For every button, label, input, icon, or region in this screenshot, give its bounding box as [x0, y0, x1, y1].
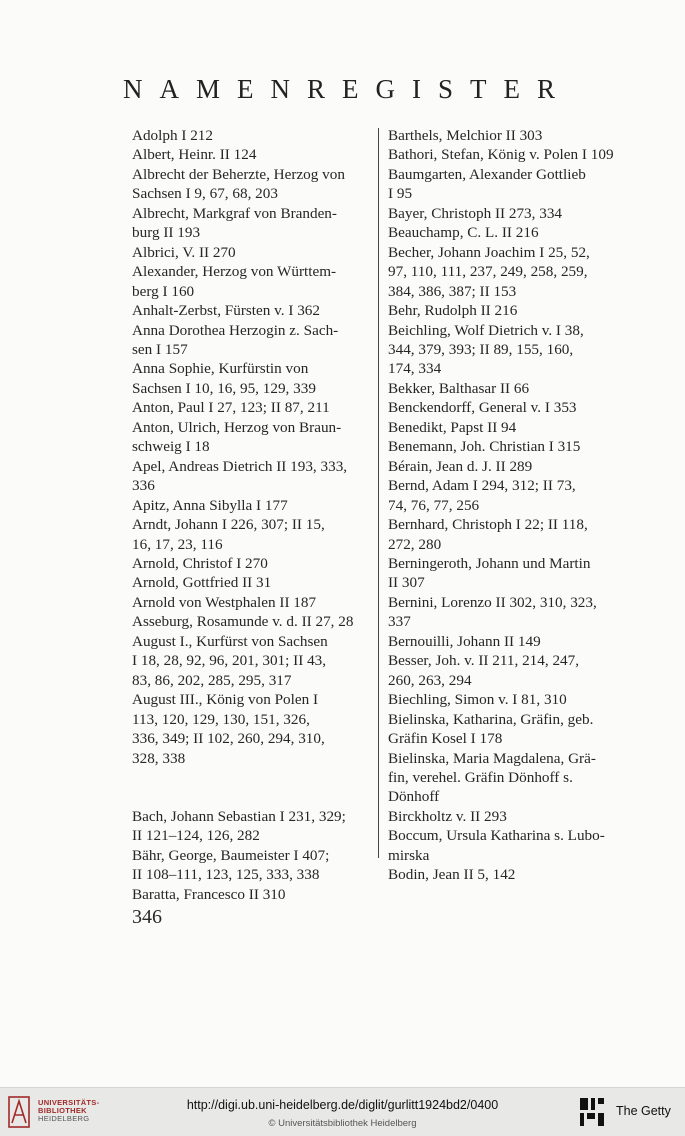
index-entry [388, 418, 626, 437]
index-column-left [132, 126, 370, 904]
index-entry-line: Alexander, Herzog von Württem- [132, 263, 337, 281]
index-entry-line: Arnold, Christof I 270 [132, 554, 268, 572]
index-entry-line: schweig I 18 [132, 438, 210, 456]
index-entry-line: Apitz, Anna Sibylla I 177 [132, 496, 288, 514]
index-entry-line: II 121–124, 126, 282 [132, 827, 260, 845]
footer-bar [0, 1087, 685, 1136]
column-divider [378, 128, 379, 858]
index-entry [132, 515, 370, 554]
index-entry [388, 554, 626, 593]
index-entry [132, 554, 370, 573]
index-entry [132, 496, 370, 515]
page-title: NAMENREGISTER [123, 74, 572, 104]
index-entry-line: 113, 120, 129, 130, 151, 326, [132, 710, 310, 728]
index-entry-line: 174, 334 [388, 360, 442, 378]
index-entry [388, 710, 626, 749]
index-entry-line: Bathori, Stefan, König v. Polen I 109 [388, 146, 614, 164]
index-entry [388, 865, 626, 884]
index-entry-line: Berningeroth, Johann und Martin [388, 554, 591, 572]
index-entry-line: Bayer, Christoph II 273, 334 [388, 204, 563, 222]
index-entry-line: Arnold von Westphalen II 187 [132, 593, 317, 611]
index-entry [132, 243, 370, 262]
library-name-line2: BIBLIOTHEK [38, 1106, 87, 1115]
index-entry [388, 301, 626, 320]
index-entry [132, 145, 370, 164]
index-entry-line: 336 [132, 477, 155, 495]
index-entry [388, 476, 626, 515]
index-entry [388, 165, 626, 204]
index-entry-line: Bekker, Balthasar II 66 [388, 379, 530, 397]
index-entry [388, 632, 626, 651]
index-entry [388, 749, 626, 807]
index-entry-line: 97, 110, 111, 237, 249, 258, 259, [388, 263, 588, 281]
index-entry-line: Asseburg, Rosamunde v. d. II 27, 28 [132, 613, 354, 631]
source-url-link[interactable]: http://digi.ub.uni-heidelberg.de/diglit/gurlitt1924bd2/0400 [186, 1098, 499, 1112]
index-entry-line: Arnold, Gottfried II 31 [132, 574, 272, 592]
section-gap [132, 768, 370, 807]
index-entry [132, 457, 370, 496]
index-entry-line: Arndt, Johann I 226, 307; II 15, [132, 516, 325, 534]
index-entry-line: berg I 160 [132, 282, 195, 300]
index-entry-line: Bérain, Jean d. J. II 289 [388, 457, 533, 475]
index-entry-line: II 108–111, 123, 125, 333, 338 [132, 866, 320, 884]
index-entry-line: Boccum, Ursula Katharina s. Lubo- [388, 827, 605, 845]
index-entry-line: Biechling, Simon v. I 81, 310 [388, 691, 567, 709]
index-entry-line: Apel, Andreas Dietrich II 193, 333, [132, 457, 348, 475]
index-entry [132, 262, 370, 301]
index-entry-line: Sachsen I 10, 16, 95, 129, 339 [132, 379, 316, 397]
index-entry [388, 807, 626, 826]
index-entry [388, 651, 626, 690]
index-entry [132, 885, 370, 904]
index-entry-line: Benedikt, Papst II 94 [388, 418, 517, 436]
index-entry-line: Albrecht, Markgraf von Branden- [132, 204, 337, 222]
index-entry-line: Bernhard, Christoph I 22; II 118, [388, 516, 588, 534]
index-entry [388, 437, 626, 456]
index-entry-line: Anna Sophie, Kurfürstin von [132, 360, 309, 378]
index-entry-line: Albert, Heinr. II 124 [132, 146, 257, 164]
index-entry [388, 515, 626, 554]
index-entry-line: Bielinska, Maria Magdalena, Grä- [388, 749, 596, 767]
index-entry-line: 260, 263, 294 [388, 671, 472, 689]
index-entry-line: Anna Dorothea Herzogin z. Sach- [132, 321, 339, 339]
index-entry [388, 223, 626, 242]
index-entry [388, 126, 626, 145]
index-entry [132, 573, 370, 592]
index-entry-line: Anton, Ulrich, Herzog von Braun- [132, 418, 342, 436]
index-entry-line: sen I 157 [132, 340, 188, 358]
index-entry [132, 321, 370, 360]
index-entry-line: Besser, Joh. v. II 211, 214, 247, [388, 652, 580, 670]
index-entry-line: burg II 193 [132, 224, 201, 242]
library-name-line3: HEIDELBERG [38, 1114, 90, 1123]
index-entry [132, 301, 370, 320]
index-entry-line: Bielinska, Katharina, Gräfin, geb. [388, 710, 594, 728]
index-entry-line: Behr, Rudolph II 216 [388, 302, 518, 320]
index-entry [388, 379, 626, 398]
copyright-notice: © Universitätsbibliothek Heidelberg [268, 1118, 417, 1129]
index-entry-line: Barthels, Melchior II 303 [388, 127, 543, 144]
index-entry-line: Bach, Johann Sebastian I 231, 329; [132, 807, 346, 825]
getty-logo-icon [578, 1096, 606, 1128]
index-entry-line: Baratta, Francesco II 310 [132, 885, 286, 903]
index-entry-line: Albrici, V. II 270 [132, 243, 236, 261]
index-entry-line: Gräfin Kosel I 178 [388, 730, 503, 748]
index-entry [388, 321, 626, 379]
index-entry-line: Bernouilli, Johann II 149 [388, 632, 541, 650]
index-entry-line: Bernd, Adam I 294, 312; II 73, [388, 477, 576, 495]
index-entry-line: August I., Kurfürst von Sachsen [132, 632, 328, 650]
index-entry-line: mirska [388, 846, 430, 864]
index-entry-line: Anton, Paul I 27, 123; II 87, 211 [132, 399, 330, 417]
index-entry [132, 126, 370, 145]
index-entry [388, 398, 626, 417]
index-entry-line: II 307 [388, 574, 425, 592]
index-entry-line: Sachsen I 9, 67, 68, 203 [132, 185, 278, 203]
index-entry-line: I 18, 28, 92, 96, 201, 301; II 43, [132, 652, 327, 670]
index-entry [132, 204, 370, 243]
index-entry-line: 344, 379, 393; II 89, 155, 160, [388, 340, 574, 358]
index-entry [388, 690, 626, 709]
index-entry-line: 74, 76, 77, 256 [388, 496, 480, 514]
index-entry-line: Beauchamp, C. L. II 216 [388, 224, 539, 242]
index-entry-line: 83, 86, 202, 285, 295, 317 [132, 671, 292, 689]
index-entry-line: 384, 386, 387; II 153 [388, 282, 517, 300]
index-entry [132, 807, 370, 846]
index-entry [388, 243, 626, 301]
index-entry [132, 165, 370, 204]
index-entry-line: Benemann, Joh. Christian I 315 [388, 438, 581, 456]
index-entry-line: 16, 17, 23, 116 [132, 535, 223, 553]
index-entry-line: 337 [388, 613, 411, 631]
index-entry-line: I 95 [388, 185, 413, 203]
index-entry-line: Benckendorff, General v. I 353 [388, 399, 577, 417]
index-entry [132, 398, 370, 417]
index-entry-line: Bodin, Jean II 5, 142 [388, 866, 516, 884]
index-entry-line: Anhalt-Zerbst, Fürsten v. I 362 [132, 302, 320, 320]
index-entry-line: Beichling, Wolf Dietrich v. I 38, [388, 321, 584, 339]
index-entry-line: August III., König von Polen I [132, 691, 319, 709]
index-entry [132, 632, 370, 690]
index-entry [132, 846, 370, 885]
index-entry [132, 418, 370, 457]
index-entry-line: Bähr, George, Baumeister I 407; [132, 846, 330, 864]
index-entry [132, 359, 370, 398]
index-entry-line: 328, 338 [132, 749, 186, 767]
index-entry-line: Baumgarten, Alexander Gottlieb [388, 165, 586, 183]
page-number: 346 [132, 906, 162, 928]
index-entry-line: 272, 280 [388, 535, 442, 553]
index-entry-line: Adolph I 212 [132, 127, 213, 144]
index-entry [388, 204, 626, 223]
getty-partner-name: The Getty [616, 1104, 671, 1118]
index-entry [388, 826, 626, 865]
index-entry [388, 457, 626, 476]
index-entry [132, 690, 370, 768]
index-entry-line: Dönhoff [388, 788, 440, 806]
index-entry-line: Birckholtz v. II 293 [388, 807, 507, 825]
index-entry [388, 593, 626, 632]
index-entry-line: Albrecht der Beherzte, Herzog von [132, 165, 345, 183]
index-column-right [388, 126, 626, 885]
index-entry-line: 336, 349; II 102, 260, 294, 310, [132, 730, 325, 748]
index-entry-line: Becher, Johann Joachim I 25, 52, [388, 243, 590, 261]
index-entry-line: fin, verehel. Gräfin Dönhoff s. [388, 768, 573, 786]
library-name-line1: UNIVERSITÄTS- [38, 1098, 100, 1107]
index-entry [132, 612, 370, 631]
index-entry-line: Bernini, Lorenzo II 302, 310, 323, [388, 593, 597, 611]
index-entry [388, 145, 626, 164]
index-entry [132, 593, 370, 612]
